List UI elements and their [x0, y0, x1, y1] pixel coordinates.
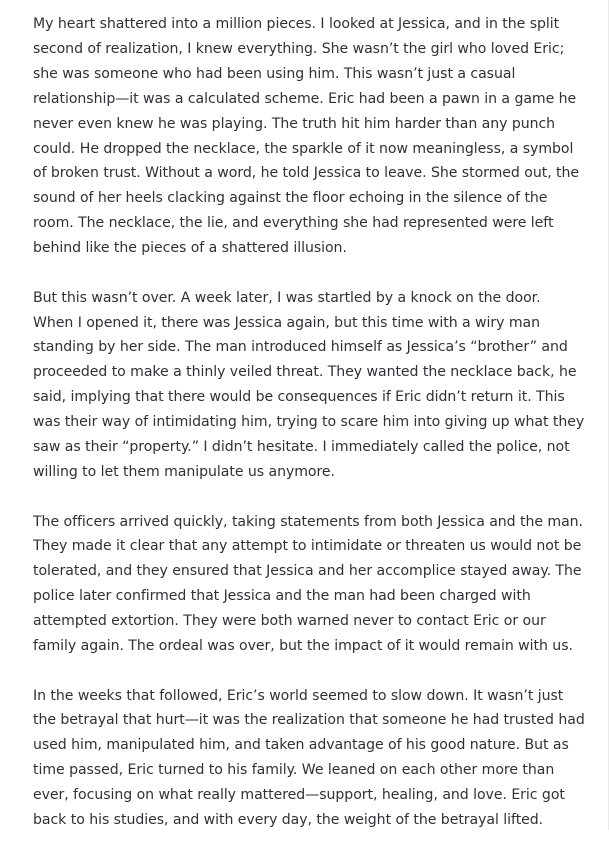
paragraph-police: The officers arrived quickly, taking statements from both Jessica and the man. They made it clear that any attempt to intimidate or threaten us would not be tolerated, and they ensured that Jessica and her accomplice stayed away. The police later confirmed that Jessica and the man had been charged with attempted extortion. They were both warned never to contact Eric or our family again. The ordeal was over, but the impact of it would remain with us.: [33, 513, 583, 655]
paragraph-aftermath: In the weeks that followed, Eric’s world seemed to slow down. It wasn’t just the betrayal that hurt—it was the realization that someone he had trusted had used him, manipulated him, and taken advantage of his good nature. But as time passed, Eric turned to his family. We leaned on each other more than ever, focusing on what really mattered—support, healing, and love. Eric got back to his studies, and with every day, the weight of the betrayal lifted.: [33, 687, 585, 829]
paragraph-threat: But this wasn’t over. A week later, I was startled by a knock on the door. When I opened it, there was Jessica again, but this time with a wiry man standing by her side. The man introduced himself as Jessica’s “brother” and proceeded to make a thinly veiled threat. They wanted the necklace back, he said, implying that there would be consequences if Eric didn’t return it. This was their way of intimidating him, trying to scare him into giving up what they saw as their “property.” I didn’t hesitate. I immediately called the police, not willing to let them manipulate us anymore.: [33, 289, 585, 480]
article-body: [33, 0, 585, 858]
paragraph-realization: My heart shattered into a million pieces. I looked at Jessica, and in the split second of realization, I knew everything. She wasn’t the girl who loved Eric; she was someone who had been using him. This wasn’t just a casual relationship—it was a calculated scheme. Eric had been a pawn in a game he never even knew he was playing. The truth hit him harder than any punch could. He dropped the necklace, the sparkle of it now meaningless, a symbol of broken trust. Without a word, he told Jessica to leave. She stormed out, the sound of her heels clacking against the floor echoing in the silence of the room. The necklace, the lie, and everything she had represented were left behind like the pieces of a shattered illusion.: [33, 16, 580, 257]
